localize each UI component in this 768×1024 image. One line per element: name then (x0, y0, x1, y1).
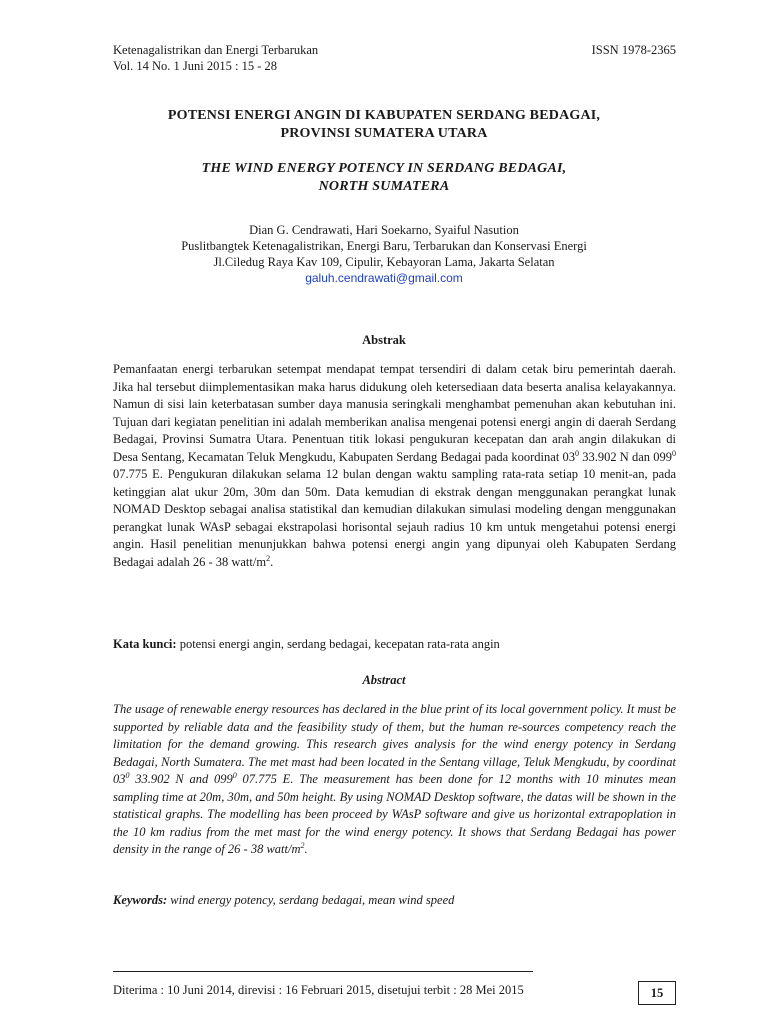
title-en-line-1: THE WIND ENERGY POTENCY IN SERDANG BEDAGAI, (201, 161, 567, 176)
abstract-text-3: 07.775 E. The measurement has been done for 12 months with 10 minutes mean sampling time at 20m, 30m, and 50m height. By using NOMAD Desktop software, the datas will be shown in the statistical graphs. The modelling has been proceed by WAsP software and give us horizontal extrapoplation in the 10 km radius from the met mast for the wind energy potency. It shows that Serdang Bedagai has power density in the range of 26 - 38 watt/m (113, 772, 677, 856)
journal-name: Ketenagalistrikan dan Energi Terbarukan (113, 43, 319, 57)
volume-info: Vol. 14 No. 1 Juni 2015 : 15 - 28 (113, 59, 278, 73)
kata-kunci-label: Kata kunci: (113, 637, 177, 651)
author-block (0, 222, 768, 286)
title-id-line-2: PROVINSI SUMATERA UTARA (280, 126, 488, 141)
abstract-text-2: 33.902 N and 099 (129, 772, 233, 786)
footer-divider (113, 971, 533, 972)
page-number: 15 (638, 981, 676, 1005)
abstrak-sup-3: 2 (266, 553, 271, 563)
abstrak-body (113, 361, 676, 571)
title-en-line-2: NORTH SUMATERA (318, 179, 450, 194)
keywords (113, 892, 676, 909)
abstrak-heading: Abstrak (362, 333, 406, 347)
abstract-text-1: The usage of renewable energy resources has declared in the blue print of its local government policy. It must be supported by reliable data and the feasibility study of them, but the human re-sources competency reach the limitation for the demand growing. This research gives analysis for the wind energy potency in Serdang Bedagai, North Sumatera. The met mast had been located in the Sentang village, Teluk Mengkudu, by coordinat 03 (113, 702, 676, 786)
kata-kunci (113, 636, 676, 653)
affiliation: Puslitbangtek Ketenagalistrikan, Energi Baru, Terbarukan dan Konservasi Energi (181, 239, 587, 253)
journal-header (113, 42, 676, 74)
keywords-label: Keywords: (113, 893, 168, 907)
abstract-body (113, 701, 676, 859)
abstrak-sup-1: 0 (575, 448, 579, 458)
abstrak-sup-2: 0 (672, 448, 676, 458)
abstract-sup-3: 2 (300, 840, 305, 850)
paper-title-en (0, 160, 768, 196)
paper-title-id (0, 107, 768, 143)
title-id-line-1: POTENSI ENERGI ANGIN DI KABUPATEN SERDANG BEDAGAI, (167, 108, 601, 123)
abstract-sup-2: 0 (232, 770, 237, 780)
email-link[interactable]: galuh.cendrawati@gmail.com (305, 271, 463, 285)
abstract-text-4: . (304, 842, 308, 856)
abstrak-text-4: . (270, 554, 274, 569)
abstract-heading: Abstract (362, 673, 406, 687)
abstrak-text-3: 07.775 E. Pengukuran dilakukan selama 12 bulan dengan waktu sampling rata-rata setiap 10 menit-an, pada ketinggian alat ukur 20m, 30m dan 50m. Data kemudian di ekstrak dengan menggunakan perangkat lunak NOMAD Desktop sebagai analisa statistikal dan kemudian dilakukan simulasi modeling dengan menggunakan perangkat lunak WAsP sebagai ekstrapolasi horisontal sejauh radius 10 km untuk mengetahui potensi energi angin. Hasil penelitian menunjukkan bahwa potensi energi angin yang dipunyai oleh Kabupaten Serdang Bedagai adalah 26 - 38 watt/m (113, 467, 676, 569)
address: Jl.Ciledug Raya Kav 109, Cipulir, Kebayoran Lama, Jakarta Selatan (213, 255, 555, 269)
footer-dates: Diterima : 10 Juni 2014, direvisi : 16 Februari 2015, disetujui terbit : 28 Mei 2015 (113, 983, 524, 997)
keywords-text: wind energy potency, serdang bedagai, mean wind speed (167, 893, 455, 907)
author-names: Dian G. Cendrawati, Hari Soekarno, Syaiful Nasution (249, 223, 519, 237)
abstrak-text-1: Pemanfaatan energi terbarukan setempat mendapat tempat tersendiri di dalam cetak biru pemerintah daerah. Jika hal tersebut diimplementasikan maka harus didukung oleh ketersediaan data beserta analisa kelayakannya. Namun di sisi lain keterbatasan sumber daya manusia seringkali menghambat pemenuhan akan kebutuhan ini. Tujuan dari kegiatan penelitian ini adalah memberikan analisa mengenai potensi energi angin di daerah Serdang Bedagai, Provinsi Sumatra Utara. Penentuan titik lokasi pengukuran kecepatan dan arah angin dilakukan di Desa Sentang, Kecamatan Teluk Mengkudu, Kabupaten Serdang Bedagai pada koordinat 03 (113, 362, 676, 464)
kata-kunci-text: potensi energi angin, serdang bedagai, kecepatan rata-rata angin (176, 637, 500, 651)
abstract-sup-1: 0 (125, 770, 130, 780)
issn: ISSN 1978-2365 (591, 43, 676, 57)
abstrak-text-2: 33.902 N dan 099 (579, 449, 672, 464)
